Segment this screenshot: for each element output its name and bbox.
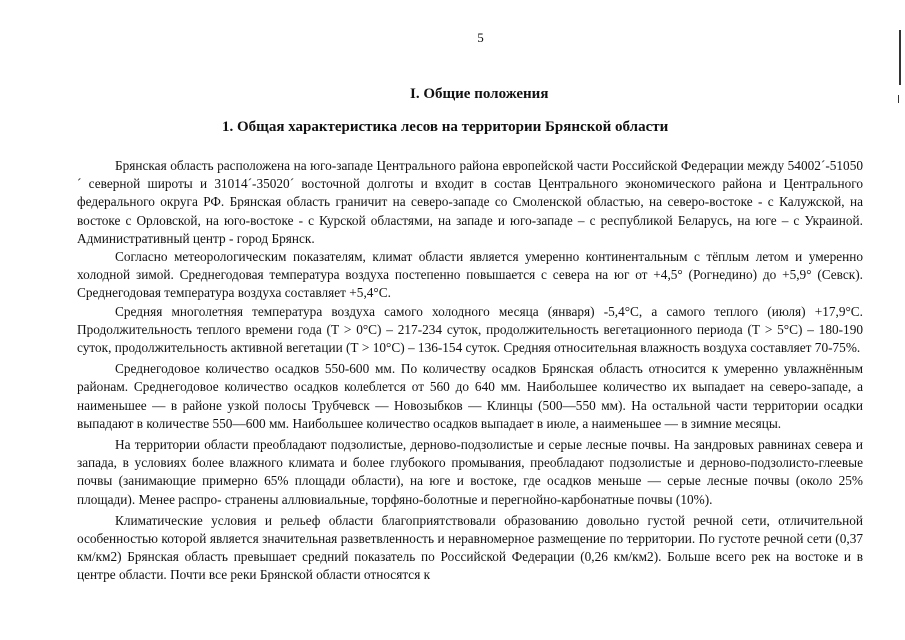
paragraph-precipitation: Среднегодовое количество осадков 550-600 мм. По количеству осадков Брянская область относится к умеренно увлажнённым районам. Среднегодовое количество осадков колеблется от 560 до 640 мм. Наибольшее количество их выпадает на северо-западе, а наименьшее — в районе узкой полосы Трубчевск — Новозыбков — Клинцы (500—550 мм). На остальной части территории осадки выпадают в количестве 550—600 мм. Наибольшее количество осадков выпадает в июле, а наименьшее — в зимние месяцы.	[77, 361, 863, 431]
body-text	[77, 157, 863, 585]
page-number: 5	[477, 30, 484, 45]
subsection-heading: 1. Общая характеристика лесов на территории Брянской области	[222, 119, 669, 135]
scan-edge-mark	[899, 30, 901, 85]
scan-edge-mark-small	[898, 95, 899, 103]
paragraph-climate: Согласно метеорологическим показателям, климат области является умеренно континентальным с тёплым летом и умеренно холодной зимой. Среднегодовая температура воздуха постепенно повышается с севера на юг от +4,5° (Рогнедино) до +5,9° (Севск). Среднегодовая температура воздуха составляет +5,4°С.	[77, 249, 863, 301]
paragraph-rivers: Климатические условия и рельеф области благоприятствовали образованию довольно густой речной сети, отличительной особенностью которой является значительная разветвленность и неравномерное размещение по территории. По густоте речной сети (0,37 км/км2) Брянская область превышает средний показатель по Российской Федерации (0,26 км/км2). Больше всего рек на востоке и в центре области. Почти все реки Брянской области относятся к	[77, 512, 863, 583]
paragraph-temperature: Средняя многолетняя температура воздуха самого холодного месяца (января) -5,4°С, а самого теплого (июля) +17,9°С. Продолжительность теплого времени года (Т > 0°С) – 217-234 суток, продолжительность вегетационного периода (Т > 5°С) – 180-190 суток, продолжительность активной вегетации (Т > 10°С) – 136-154 суток. Средняя относительная влажность воздуха составляет 70-75%.	[77, 303, 863, 356]
paragraph-location: Брянская область расположена на юго-западе Центрального района европейской части Российской Федерации между 54002´-51050´ северной широты и 31014´-35020´ восточной долготы и входит в состав Центрального экономического района и Центрального федерального округа РФ. Брянская область граничит на северо-западе со Смоленской областью, на северо-востоке - с Калужской, на востоке с Орловской, на юго-востоке - с Курской областями, на западе и юго-западе – с республикой Беларусь, на юге – с Украиной. Административный центр - город Брянск.	[77, 158, 863, 246]
section-heading: I. Общие положения	[410, 86, 549, 102]
paragraph-soils: На территории области преобладают подзолистые, дерново-подзолистые и серые лесные почвы. На зандровых равнинах севера и запада, в условиях более влажного климата и более глубокого промывания, преобладают подзолистые и дерново-подзолисто-глеевые почвы (занимающие примерно 65% площади области), на юге и востоке, где осадков меньше — серые лесные почвы (около 25% площади). Менее распро- странены аллювиальные, торфяно-болотные и перегнойно-карбонатные почвы (10%).	[77, 437, 863, 507]
